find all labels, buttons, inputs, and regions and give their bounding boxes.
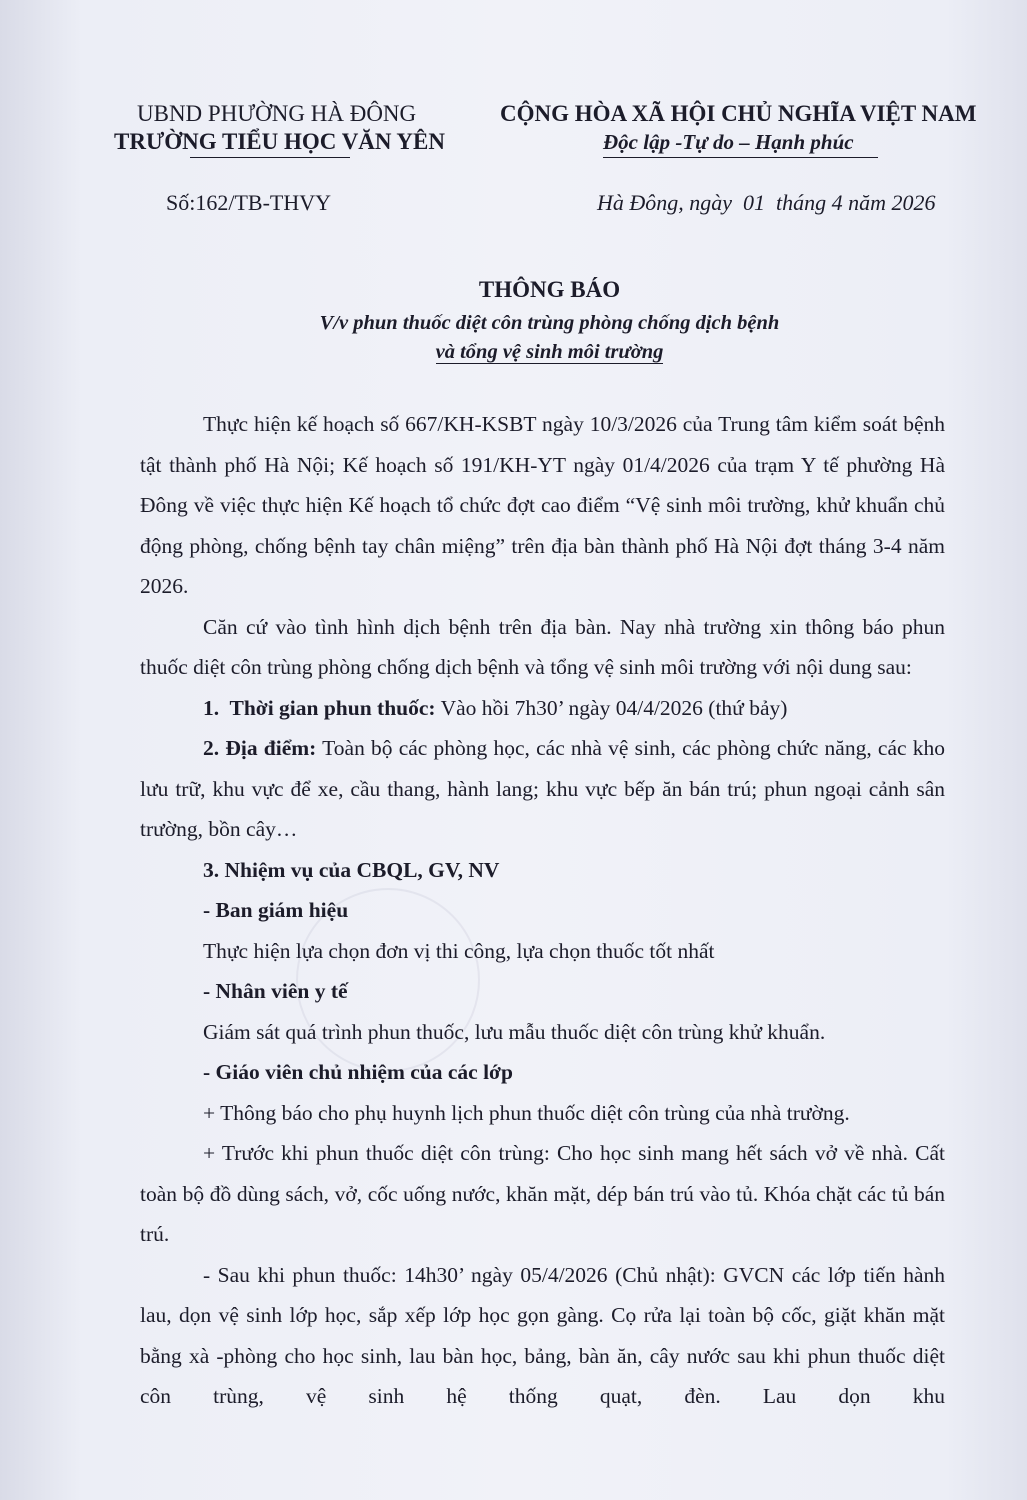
document-number: Số:162/TB-THVY: [166, 190, 331, 215]
homeroom-duty-notify: + Thông báo cho phụ huynh lịch phun thuốc diệt côn trùng của nhà trường.: [203, 1100, 850, 1125]
board-heading: - Ban giám hiệu: [203, 898, 349, 922]
item-location-label: 2. Địa điểm:: [203, 736, 317, 760]
document-title: THÔNG BÁO: [478, 277, 621, 302]
national-title: CỘNG HÒA XÃ HỘI CHỦ NGHĨA VIỆT NAM: [500, 101, 977, 126]
item-duties-heading: 3. Nhiệm vụ của CBQL, GV, NV: [203, 857, 500, 882]
document-body: [140, 404, 945, 1417]
item-location: [140, 728, 945, 850]
issuer-underline: [190, 157, 350, 158]
paragraph-after-spraying: - Sau khi phun thuốc: 14h30’ ngày 05/4/2026 (Chủ nhật): GVCN các lớp tiến hành lau, dọn vệ sinh lớp học, sắp xếp lớp học gọn gàng. Cọ rửa lại toàn bộ cốc, giặt khăn mặt bằng xà -phòng cho học sinh, lau bàn học, bảng, bàn ăn, cây nước sau khi phun thuốc diệt côn trùng, vệ sinh hệ thống quạt, đèn. Lau dọn khu: [140, 1262, 945, 1408]
paragraph-announcement: Căn cứ vào tình hình dịch bệnh trên địa bàn. Nay nhà trường xin thông báo phun thuốc diệt côn trùng phòng chống dịch bệnh và tổng vệ sinh môi trường với nội dung sau:: [140, 614, 945, 679]
medical-staff-heading: - Nhân viên y tế: [203, 979, 348, 1003]
item-time-text: Vào hồi 7h30’ ngày 04/4/2026 (thứ bảy): [435, 695, 788, 720]
national-motto: Độc lập -Tự do – Hạnh phúc: [603, 130, 854, 154]
document-subject-line2-text: và tổng vệ sinh môi trường: [435, 341, 664, 363]
issuer-school: TRƯỜNG TIỂU HỌC VĂN YÊN: [114, 129, 445, 154]
item-time: [140, 688, 945, 729]
medical-staff-duty: Giám sát quá trình phun thuốc, lưu mẫu thuốc diệt côn trùng khử khuẩn.: [203, 1019, 826, 1044]
homeroom-teacher-heading: - Giáo viên chủ nhiệm của các lớp: [203, 1060, 513, 1084]
paragraph-plan-reference: Thực hiện kế hoạch số 667/KH-KSBT ngày 10/3/2026 của Trung tâm kiểm soát bệnh tật thành phố Hà Nội; Kế hoạch số 191/KH-YT ngày 01/4/2026 của trạm Y tế phường Hà Đông về việc thực hiện Kế hoạch tổ chức đợt cao điểm “Vệ sinh môi trường, khử khuẩn chủ động phòng, chống bệnh tay chân miệng” trên địa bàn thành phố Hà Nội đợt tháng 3-4 năm 2026.: [140, 412, 945, 598]
board-duty: Thực hiện lựa chọn đơn vị thi công, lựa chọn thuốc tốt nhất: [203, 938, 715, 963]
issuer-authority: UBND PHƯỜNG HÀ ĐÔNG: [137, 101, 417, 126]
document-subject-line2: [0, 341, 1027, 364]
homeroom-duty-before: + Trước khi phun thuốc diệt côn trùng: Cho học sinh mang hết sách vở về nhà. Cất toàn bộ đồ dùng sách, vở, cốc uống nước, khăn mặt, dép bán trú vào tủ. Khóa chặt các tủ bán trú.: [140, 1141, 945, 1246]
motto-underline: [603, 157, 878, 158]
document-subject-line1: V/v phun thuốc diệt côn trùng phòng chống dịch bệnh: [319, 312, 780, 334]
item-time-label: 1. Thời gian phun thuốc:: [203, 695, 436, 720]
document-date: Hà Đông, ngày 01 tháng 4 năm 2026: [597, 190, 936, 215]
item-location-text: Toàn bộ các phòng học, các nhà vệ sinh, các phòng chức năng, các kho lưu trữ, khu vực để xe, cầu thang, hành lang; khu vực bếp ăn bán trú; phun ngoại cảnh sân trường, bồn cây…: [140, 736, 945, 841]
